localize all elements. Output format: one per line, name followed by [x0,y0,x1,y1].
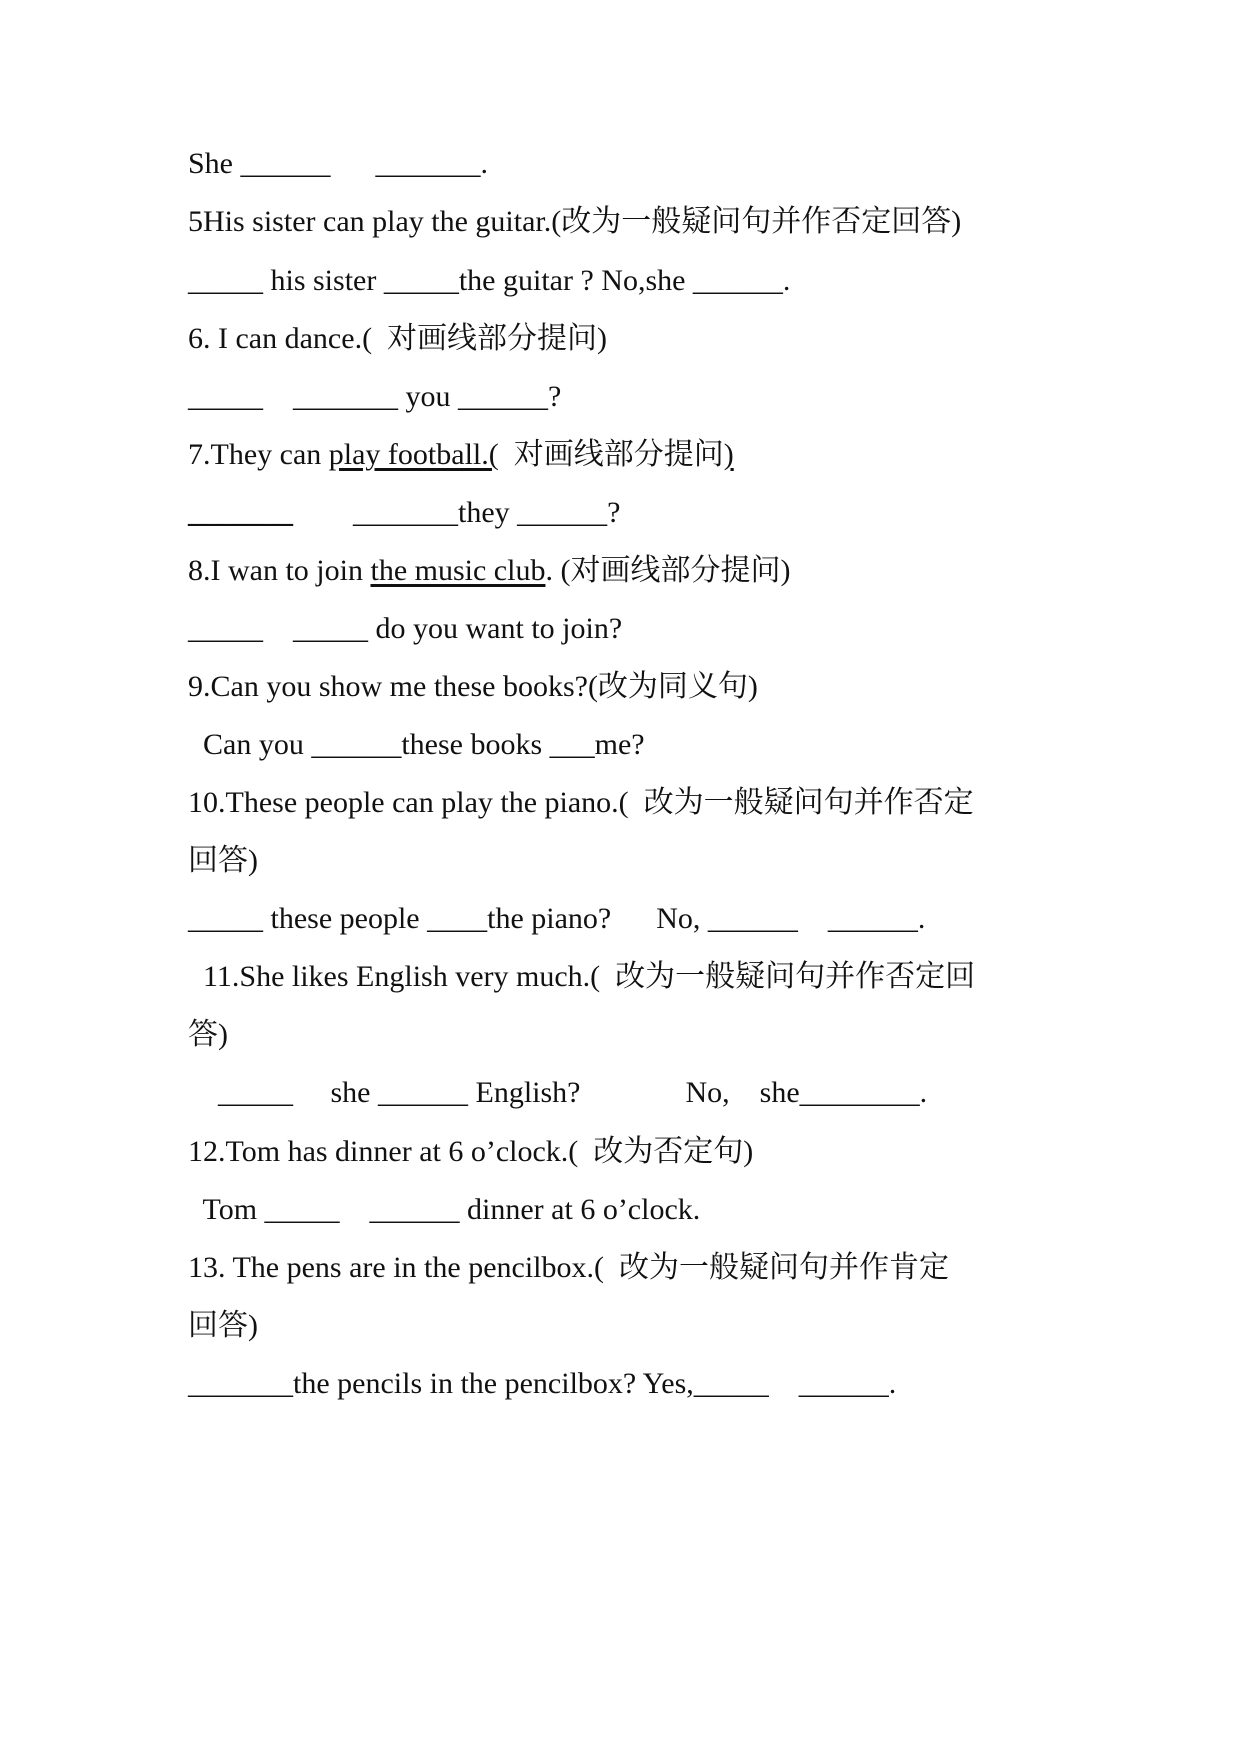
answer-line-5: _____ his sister _____the guitar ? No,she ______. [188,264,791,297]
question-10-continued: 回答) [188,844,258,877]
answer-line-8: _____ _____ do you want to join? [188,612,623,645]
underlined-phrase: the music club [370,554,546,587]
question-10: 10.These people can play the piano.( 改为一般疑问句并作否定 [188,786,974,819]
underlined-paren: ) [723,438,734,471]
question-6: 6. I can dance.( 对画线部分提问) [188,322,608,355]
question-7-text: 7.They can [188,438,329,471]
question-8-text: 8.I wan to join [188,554,371,587]
question-11-continued: 答) [188,1018,228,1051]
answer-line-11: _____ she ______ English? No, she________. [188,1076,928,1109]
question-7 [188,435,734,475]
answer-line-9: Can you ______these books ___me? [188,728,645,761]
question-8 [188,551,790,591]
question-5: 5His sister can play the guitar.(改为一般疑问句并作否定回答) [188,205,962,238]
answer-line-7-rest: _______they ______? [293,496,621,529]
underlined-phrase: play football.( [328,438,499,471]
question-9: 9.Can you show me these books?(改为同义句) [188,670,758,703]
answer-line-12: Tom _____ ______ dinner at 6 o’clock. [188,1193,701,1226]
question-7-instruction: 对画线部分提问 [498,438,724,471]
question-13-continued: 回答) [188,1309,258,1342]
question-11: 11.She likes English very much.( 改为一般疑问句并作否定回 [188,960,976,993]
question-8-instruction: . (对画线部分提问) [545,554,791,587]
answer-line-10: _____ these people ____the piano? No, ______ ______. [188,902,926,935]
question-13: 13. The pens are in the pencilbox.( 改为一般疑问句并作肯定 [188,1251,949,1284]
answer-line-13: _______the pencils in the pencilbox? Yes,_____ ______. [188,1367,897,1400]
answer-line-4: She ______ _______. [188,147,488,180]
answer-line-6: _____ _______ you ______? [188,380,562,413]
question-12: 12.Tom has dinner at 6 o’clock.( 改为否定句) [188,1135,754,1168]
answer-blank: _______ [188,496,293,529]
answer-line-7 [188,493,620,533]
